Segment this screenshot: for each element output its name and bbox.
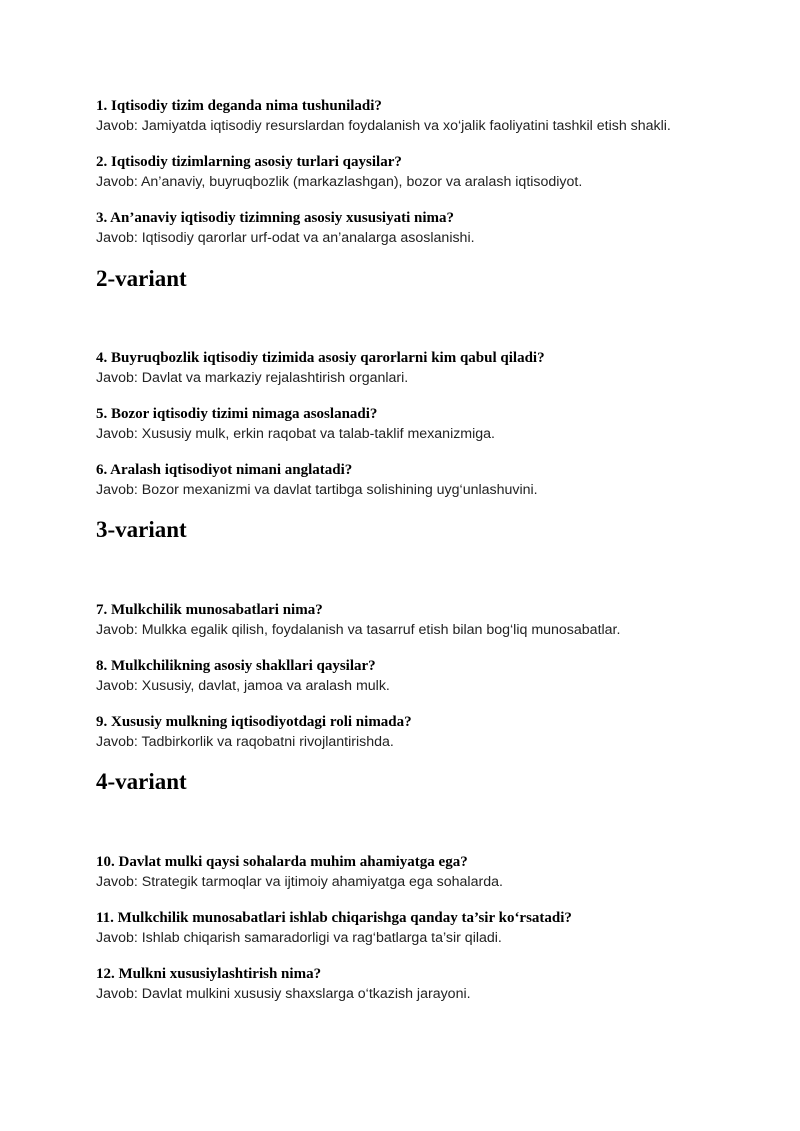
- answer-text: Javob: Tadbirkorlik va raqobatni rivojlantirishda.: [96, 734, 394, 750]
- question-text: 5. Bozor iqtisodiy tizimi nimaga asoslanadi?: [96, 406, 378, 422]
- answer-text: Javob: Iqtisodiy qarorlar urf-odat va an’analarga asoslanishi.: [96, 230, 475, 246]
- answer-text: Javob: Davlat va markaziy rejalashtirish organlari.: [96, 370, 409, 386]
- variant-heading: 3-variant: [96, 517, 187, 542]
- qa-item: [96, 656, 756, 696]
- answer-text: Javob: An’anaviy, buyruqbozlik (markazlashgan), bozor va aralash iqtisodiyot.: [96, 174, 583, 190]
- qa-item: [96, 460, 756, 500]
- qa-item: [96, 964, 756, 1004]
- question-text: 2. Iqtisodiy tizimlarning asosiy turlari qaysilar?: [96, 154, 402, 170]
- qa-item: [96, 404, 756, 444]
- answer-text: Javob: Davlat mulkini xususiy shaxslarga o‘tkazish jarayoni.: [96, 986, 471, 1002]
- answer-text: Javob: Xususiy, davlat, jamoa va aralash mulk.: [96, 678, 390, 694]
- variant-heading: 2-variant: [96, 266, 187, 291]
- question-text: 11. Mulkchilik munosabatlari ishlab chiqarishga qanday ta’sir ko‘rsatadi?: [96, 910, 572, 926]
- answer-text: Javob: Ishlab chiqarish samaradorligi va rag‘batlarga ta’sir qiladi.: [96, 930, 502, 946]
- question-text: 1. Iqtisodiy tizim deganda nima tushuniladi?: [96, 98, 382, 114]
- qa-item: [96, 600, 756, 640]
- answer-text: Javob: Bozor mexanizmi va davlat tartibga solishining uyg‘unlashuvini.: [96, 482, 538, 498]
- question-text: 12. Mulkni xususiylashtirish nima?: [96, 966, 322, 982]
- qa-item: [96, 348, 756, 388]
- question-text: 3. An’anaviy iqtisodiy tizimning asosiy xususiyati nima?: [96, 210, 454, 226]
- variant-heading: 4-variant: [96, 769, 187, 794]
- question-text: 8. Mulkchilikning asosiy shakllari qaysilar?: [96, 658, 376, 674]
- answer-text: Javob: Jamiyatda iqtisodiy resurslardan foydalanish va xo‘jalik faoliyatini tashkil etish shakli.: [96, 118, 671, 134]
- qa-item: [96, 152, 756, 192]
- question-text: 7. Mulkchilik munosabatlari nima?: [96, 602, 323, 618]
- qa-item: [96, 208, 756, 248]
- answer-text: Javob: Mulkka egalik qilish, foydalanish va tasarruf etish bilan bog‘liq munosabatlar.: [96, 622, 621, 638]
- question-text: 4. Buyruqbozlik iqtisodiy tizimida asosiy qarorlarni kim qabul qiladi?: [96, 350, 545, 366]
- qa-item: [96, 96, 756, 136]
- answer-text: Javob: Xususiy mulk, erkin raqobat va talab-taklif mexanizmiga.: [96, 426, 496, 442]
- question-text: 6. Aralash iqtisodiyot nimani anglatadi?: [96, 462, 353, 478]
- question-text: 9. Xususiy mulkning iqtisodiyotdagi roli nimada?: [96, 714, 412, 730]
- qa-item: [96, 852, 756, 892]
- qa-item: [96, 712, 756, 752]
- answer-text: Javob: Strategik tarmoqlar va ijtimoiy ahamiyatga ega sohalarda.: [96, 874, 503, 890]
- question-text: 10. Davlat mulki qaysi sohalarda muhim ahamiyatga ega?: [96, 854, 468, 870]
- qa-item: [96, 908, 756, 948]
